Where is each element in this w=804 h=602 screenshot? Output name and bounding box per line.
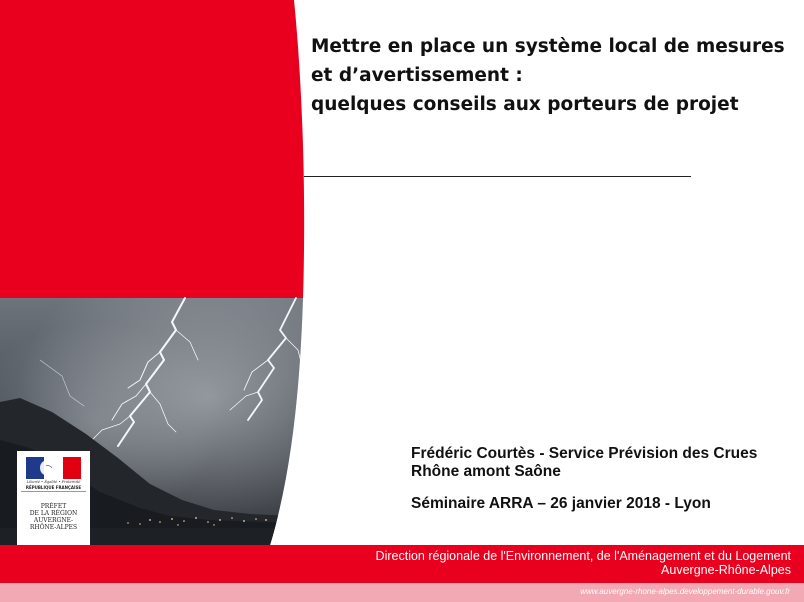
seminar-info: Séminaire ARRA – 26 janvier 2018 - Lyon bbox=[411, 495, 711, 512]
logo-divider bbox=[21, 491, 86, 492]
marianne-flag-icon bbox=[26, 457, 81, 479]
logo-prefet-line4: RHÔNE-ALPES bbox=[29, 524, 78, 531]
title-line-2: et d’avertissement : bbox=[311, 65, 523, 86]
url-bar bbox=[0, 583, 804, 602]
footer-line-2: Auvergne-Rhône-Alpes bbox=[661, 563, 791, 577]
title-line-1: Mettre en place un système local de mesures bbox=[311, 36, 785, 57]
author-block bbox=[411, 445, 757, 481]
logo-prefet-line1: PRÉFET bbox=[40, 503, 67, 510]
logo-prefet-text bbox=[17, 503, 90, 531]
slide-title bbox=[311, 32, 791, 119]
footer-text bbox=[376, 549, 791, 577]
footer-line-1: Direction régionale de l'Environnement, de l'Aménagement et du Logement bbox=[375, 549, 791, 563]
website-link[interactable]: www.auvergne-rhone-alpes.developpement-durable.gouv.fr bbox=[580, 587, 790, 596]
logo-motto: Liberté • Égalité • Fraternité bbox=[26, 480, 81, 484]
logo-prefet-line3: AUVERGNE- bbox=[33, 517, 74, 524]
red-shape bbox=[0, 0, 320, 298]
title-line-3: quelques conseils aux porteurs de projet bbox=[311, 94, 739, 115]
prefet-logo bbox=[17, 451, 90, 545]
logo-republic: RÉPUBLIQUE FRANÇAISE bbox=[25, 485, 82, 490]
footer-bar bbox=[0, 545, 804, 583]
logo-prefet-line2: DE LA RÉGION bbox=[29, 510, 78, 517]
author-line-2: Rhône amont Saône bbox=[411, 463, 561, 480]
title-divider bbox=[304, 176, 691, 177]
author-line-1: Frédéric Courtès - Service Prévision des Crues bbox=[411, 445, 758, 462]
